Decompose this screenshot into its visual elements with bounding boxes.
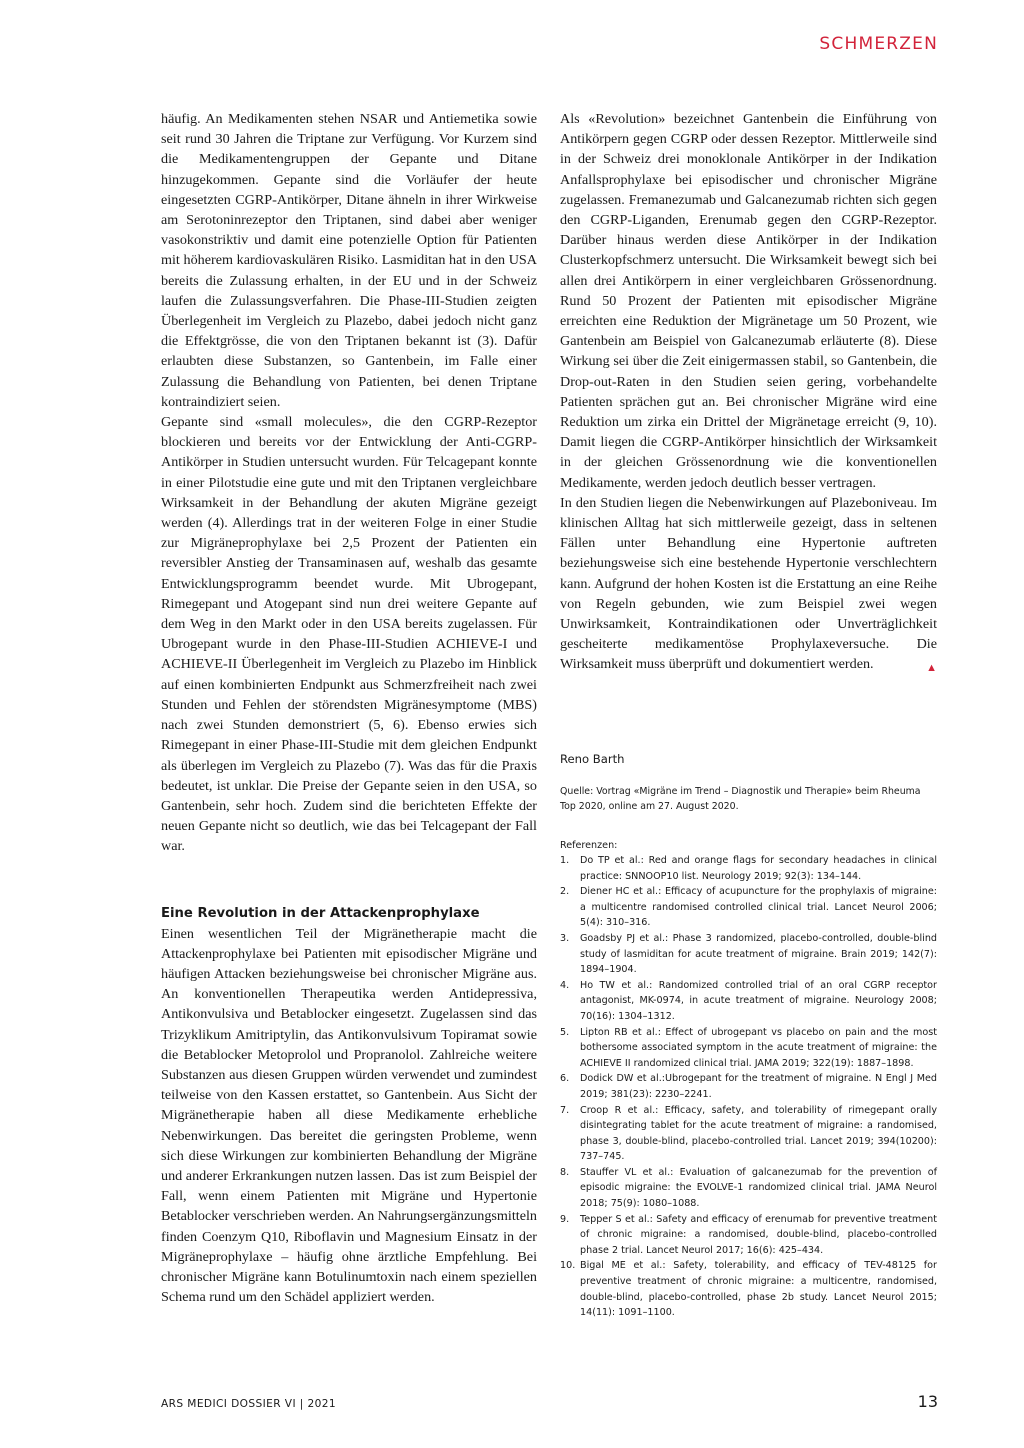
reference-item [560, 1212, 937, 1259]
reference-number: 2. [560, 886, 570, 898]
section-heading: Eine Revolution in der Attackenprophylaxe [161, 905, 480, 921]
source-note: Quelle: Vortrag «Migräne im Trend – Diagnostik und Therapie» beim Rheuma Top 2020, online am 27. August 2020. [560, 786, 921, 812]
body-paragraph: Einen wesentlichen Teil der Migränetherapie macht die Attackenprophylaxe bei Patienten mit episodischer Migräne und häufigen Attacken beziehungsweise bei chronischer Migräne aus. An konventionellen Therapeutika werden Antidepressiva, Antikonvulsiva und Betablocker eingesetzt. Zugelassen sind das Trizyklikum Amitriptylin, das Antikonvulsivum Topiramat sowie die Betablocker Metoprolol und Propranolol. Zahlreiche weitere Substanzen aus diesen Gruppen würden verwendet und zumindest teilweise von den Kassen erstattet, so Gantenbein. Aus Sicht der Migränetherapie haben all diese Medikamente erhebliche Nebenwirkungen. Das bereitet die geringsten Probleme, wenn sich diese Wirkungen zur kombinierten Behandlung der Migräne und anderer Erkrankungen nutzen lassen. Das ist zum Beispiel der Fall, wenn einem Patienten mit Migräne und Hypertonie Betablocker verschrieben werden. An Nahrungsergänzungsmitteln finden Coenzym Q10, Riboflavin und Magnesium Einsatz in der Migräneprophylaxe – häufig ohne ärztliche Empfehlung. Bei chronischer Migräne kann Botulinumtoxin nach einem speziellen Schema rund um den Schädel appliziert werden. [161, 925, 537, 1306]
reference-number: 8. [560, 1166, 570, 1178]
publication-footer: ARS MEDICI DOSSIER VI | 2021 [161, 1398, 337, 1410]
body-paragraph: häufig. An Medikamenten stehen NSAR und Antiemetika sowie seit rund 30 Jahren die Triptane zur Verfügung. Vor Kurzem sind die Medikamentengruppen der Gepante und Ditane hinzugekommen. Gepante sind die Vorläufer der heute eingesetzten CGRP-Antikörper, Ditane ähneln in ihrer Wirkweise am Serotoninrezeptor den Triptanen, sind dabei aber weniger vasokonstriktiv und damit eine potenzielle Option für Patienten mit höherem kardiovaskulären Risiko. Lasmiditan hat in den USA bereits die Zulassung erhalten, in der EU und in der Schweiz laufen die Zulassungsverfahren. Die Phase-III-Studien zeigten Überlegenheit im Vergleich zu Plazebo, dabei jedoch nicht ganz die Effektgrösse, die von den Triptanen bekannt ist (3). Dafür erlaubten diese Substanzen, so Gantenbein, im Falle einer Zulassung die Behandlung von Patienten, bei denen Triptane kontraindiziert seien. [161, 111, 537, 410]
right-column [560, 109, 937, 679]
reference-number: 9. [560, 1213, 570, 1225]
reference-text: Croop R et al.: Efficacy, safety, and tolerability of rimegepant orally disintegrating tablet for the acute treatment of migraine: a randomised, phase 3, double-blind, placebo-controlled trial. Lancet 2019; 394(10200): 737–745. [580, 1104, 937, 1163]
left-column [161, 109, 537, 1307]
reference-number: 7. [560, 1104, 570, 1116]
reference-item [560, 1103, 937, 1165]
reference-item [560, 884, 937, 931]
reference-item [560, 978, 937, 1025]
body-paragraph: Gepante sind «small molecules», die den CGRP-Rezeptor blockieren und bereits vor der Entwicklung der Anti-CGRP-Antikörper in Studien untersucht wurden. Für Telcagepant konnte in einer Pilotstudie eine gute und mit den Triptanen vergleichbare Wirksamkeit in der Behandlung der akuten Migräne gezeigt werden (4). Allerdings trat in der weiteren Folge in einer Studie zur Migräneprophylaxe bei 2,5 Prozent der Patienten ein reversibler Anstieg der Transaminasen auf, weshalb das gesamte Entwicklungsprogramm beendet wurde. Mit Ubrogepant, Rimegepant und Atogepant sind nun drei weitere Gepante auf dem Weg in den Markt oder in den USA bereits zugelassen. Für Ubrogepant wurde in den Phase-III-Studien ACHIEVE-I und ACHIEVE-II Überlegenheit im Vergleich zu Plazebo im Hinblick auf einen kombinierten Endpunkt aus Schmerzfreiheit nach zwei Stunden und Fehlen der störendsten Migränesymptome (MBS) nach zwei Stunden demonstriert (5, 6). Ebenso erwies sich Rimegepant in einer Phase-III-Studie mit dem gleichen Endpunkt als überlegen im Vergleich zu Plazebo (7). Was das für die Praxis bedeutet, ist unklar. Die Preise der Gepante seien in den USA, so Gantenbein, sehr hoch. Zudem sind die berichteten Effekte der neuen Gepante nicht so deutlich, wie das bei Telcagepant der Fall war. [161, 414, 537, 855]
reference-text: Do TP et al.: Red and orange flags for secondary headaches in clinical practice: SNNOOP10 list. Neurology 2019; 92(3): 134–144. [580, 855, 937, 882]
reference-text: Tepper S et al.: Safety and efficacy of erenumab for preventive treatment of chronic migraine: a randomised, double-blind, placebo-controlled phase 2 trial. Lancet Neurol 2017; 16(6): 425–434. [580, 1213, 937, 1256]
body-paragraph [560, 493, 937, 675]
references-title: Referenzen: [560, 840, 618, 851]
reference-text: Bigal ME et al.: Safety, tolerability, and efficacy of TEV-48125 for preventive treatment of chronic migraine: a multicentre, randomised, double-blind, placebo-controlled, phase 2b study. Lancet Neurol 2015; 14(11): 1091–1100. [580, 1260, 937, 1319]
end-triangle-icon: ▲ [926, 662, 937, 675]
reference-item [560, 853, 937, 884]
author-name: Reno Barth [560, 752, 625, 766]
reference-text: Diener HC et al.: Efficacy of acupuncture for the prophylaxis of migraine: a multicentre randomised controlled clinical trial. Lancet Neurol 2006; 5(4): 310–316. [580, 886, 937, 929]
reference-item [560, 1071, 937, 1102]
section-title: SCHMERZEN [819, 34, 938, 54]
reference-text: Goadsby PJ et al.: Phase 3 randomized, placebo-controlled, double-blind study of lasmiditan for acute treatment of migraine. Brain 2019; 142(7): 1894–1904. [580, 932, 937, 976]
reference-item [560, 931, 937, 978]
reference-item [560, 1025, 937, 1072]
reference-item [560, 1165, 937, 1212]
body-paragraph: Als «Revolution» bezeichnet Gantenbein die Einführung von Antikörpern gegen CGRP oder dessen Rezeptor. Mittlerweile sind in der Schweiz drei monoklonale Antikörper in der Indikation Anfallsprophylaxe bei episodischer und chronischer Migräne zugelassen. Fremanezumab und Galcanezumab richten sich gegen den CGRP-Liganden, Erenumab gegen den CGRP-Rezeptor. Darüber hinaus werden diese Antikörper in der Indikation Clusterkopfschmerz untersucht. Die Wirksamkeit bewegt sich bei allen drei Antikörpern in einer vergleichbaren Grössenordnung. Rund 50 Prozent der Patienten mit episodischer Migräne erreichten eine Reduktion der Migränetage um 50 Prozent, wie Gantenbein am Beispiel von Galcanezumab erläuterte (8). Diese Wirkung sei über die Zeit einigermassen stabil, so Gantenbein, die Drop-out-Raten in den Studien seien gering, vorbehandelte Patienten sprächen gut an. Bei chronischer Migräne wird eine Reduktion um zirka ein Drittel der Migränetage erreicht (9, 10). Damit liegen die CGRP-Antikörper hinsichtlich der Wirksamkeit in der gleichen Grössenordnung wie die konventionellen Medikamente, werden jedoch deutlich besser vertragen. [560, 111, 937, 491]
references-list [560, 853, 937, 1321]
reference-text: Dodick DW et al.:Ubrogepant for the treatment of migraine. N Engl J Med 2019; 381(23): 2230–2241. [580, 1073, 937, 1100]
reference-number: 5. [560, 1026, 570, 1038]
reference-number: 6. [560, 1073, 570, 1085]
reference-text: Lipton RB et al.: Effect of ubrogepant vs placebo on pain and the most bothersome associated symptom in the acute treatment of migraine: the ACHIEVE II randomized clinical trial. JAMA 2019; 322(19): 1887–1898. [580, 1026, 937, 1069]
reference-number: 3. [560, 932, 570, 944]
reference-text: Ho TW et al.: Randomized controlled trial of an oral CGRP receptor antagonist, MK-0974, in acute treatment of migraine. Neurology 2008; 70(16): 1304–1312. [580, 979, 937, 1022]
page-number: 13 [917, 1392, 938, 1411]
body-paragraph-text: In den Studien liegen die Nebenwirkungen auf Plazeboniveau. Im klinischen Alltag hat sich mittlerweile gezeigt, dass in seltenen Fällen unter Behandlung eine Hypertonie auftreten beziehungsweise sich eine bestehende Hypertonie verschlechtern kann. Aufgrund der hohen Kosten ist die Erstattung an eine Reihe von Regeln gebunden, wie zum Beispiel zwei wegen Unwirksamkeit, Kontraindikationen oder Unverträglichkeit gescheiterte medikamentöse Prophylaxeversuche. Die Wirksamkeit muss überprüft und dokumentiert werden. [560, 494, 937, 673]
reference-number: 1. [560, 855, 570, 866]
reference-text: Stauffer VL et al.: Evaluation of galcanezumab for the prevention of episodic migraine: the EVOLVE-1 randomized clinical trial. JAMA Neurol 2018; 75(9): 1080–1088. [580, 1166, 937, 1210]
reference-number: 4. [560, 979, 570, 991]
reference-item [560, 1258, 937, 1320]
reference-number: 10. [560, 1260, 576, 1272]
